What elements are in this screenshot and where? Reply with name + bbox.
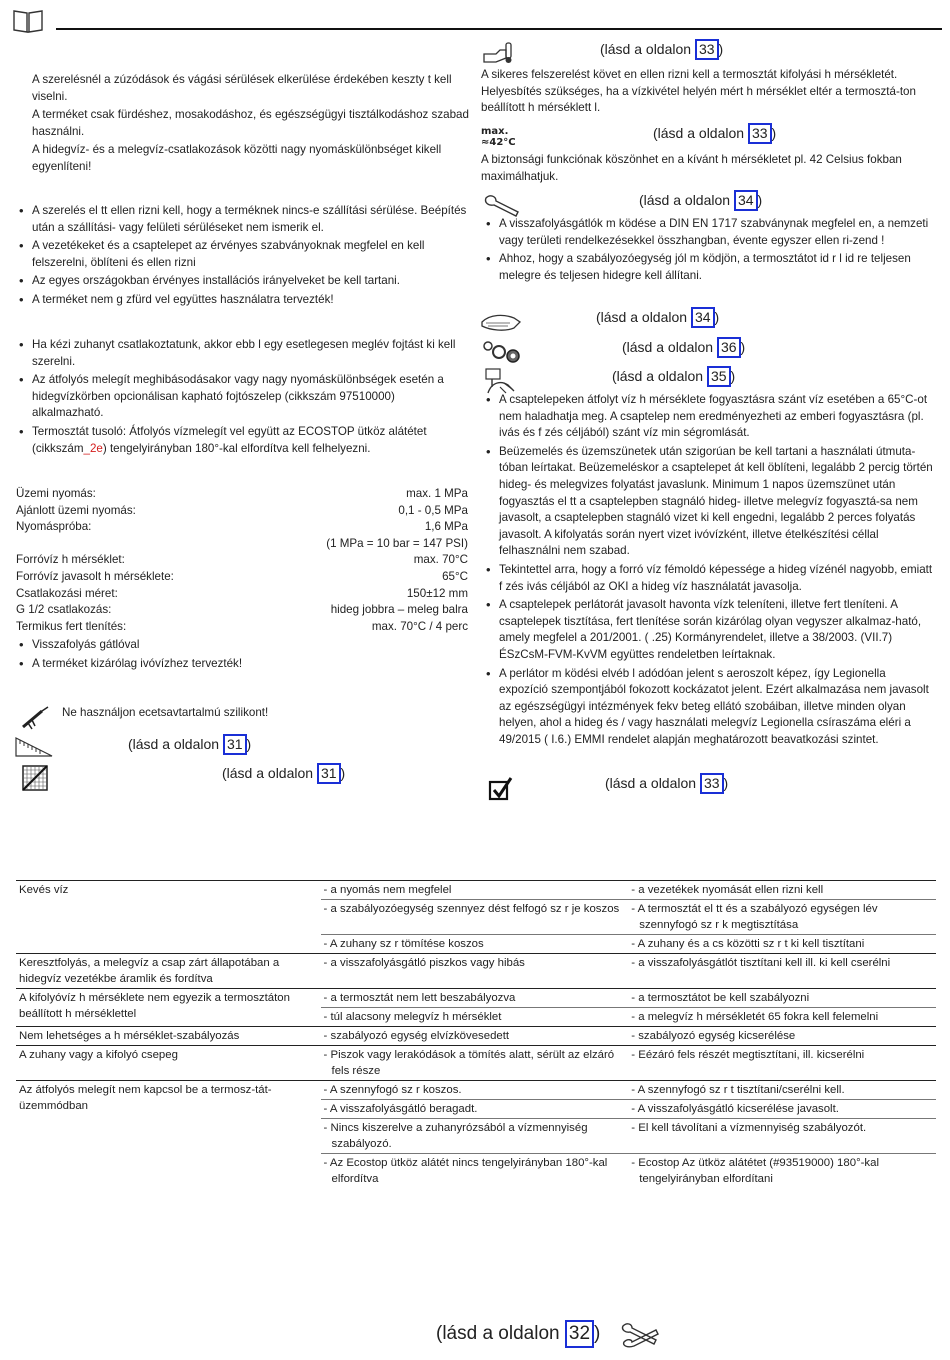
page-reference: (lásd a oldalon 34 ) (596, 307, 719, 328)
spec-label: Nyomáspróba: (16, 520, 92, 534)
thermometer-hand-icon (482, 40, 516, 66)
solution-cell: - a visszafolyásgátlót tisztítani kell ill. ki kell cserélni (631, 957, 891, 969)
reference-text: (lásd a oldalon (600, 41, 692, 57)
solution-cell: - szabályozó egység kicserélése (631, 1030, 796, 1042)
solution-cell: - A zuhany és a cs közötti sz r t ki kell tisztítani (631, 938, 865, 950)
cause-cell: - a szabályozóegység szennyez dést felfogó sz r je koszos (323, 903, 620, 915)
list-item: • A csaptelepek perlátorát javasolt havonta vízk teleníteni, illetve fert tleníteni. A csaptelepek tisztítása, fert tlenítése során kizárólag olyan vegyszer alkalmaz-ható, amely megfelel a 201/2001. ( .25) Kormányrendelet, illetve a 38/2003. (VII.7) ÉSzCsM-FVM-KvVM együttes rendeletben leírtaknak. (483, 597, 935, 663)
footer-reference: (lásd a oldalon 32 ) (436, 1320, 600, 1348)
page-reference: (lásd a oldalon 33 ) (600, 39, 723, 60)
page-link[interactable]: 33 (748, 123, 772, 144)
thermostat-text-end: ) tengelyirányban 180°-kal elfordítva kell felhelyezni. (102, 441, 371, 455)
reference-text: (lásd a oldalon (128, 736, 220, 752)
page-link[interactable]: 35 (707, 366, 731, 387)
page-link[interactable]: 33 (695, 39, 719, 60)
max-temp-icon (481, 126, 516, 148)
spec-row (16, 586, 468, 603)
solution-cell: - a vezetékek nyomását ellen rizni kell (631, 884, 824, 896)
hand-cleaning-icon (480, 308, 522, 336)
reference-text: (lásd a oldalon (596, 309, 688, 325)
intro-section (32, 72, 470, 176)
page-link[interactable]: 34 (691, 307, 715, 328)
book-icon (12, 8, 44, 34)
reference-text: (lásd a oldalon (653, 125, 745, 141)
page-link[interactable]: 31 (223, 734, 247, 755)
maintenance-bullets (483, 216, 933, 286)
spare-parts-icon (482, 340, 522, 364)
spec-row (16, 503, 468, 520)
technical-data (16, 486, 468, 675)
reference-text: (lásd a oldalon (222, 765, 314, 781)
list-item: • Tekintettel arra, hogy a forró víz fémoldó képessége a hideg vízénél nagyobb, emiatt f zés ivás céljából az OKI a hideg víz használatát javasolja. (483, 562, 935, 595)
reference-text: (lásd a oldalon (622, 339, 714, 355)
problem-cell: Keresztfolyás, a melegvíz a csap zárt állapotában a hidegvíz vezetékbe áramlik és fordítva (16, 954, 321, 989)
spec-row (16, 602, 468, 619)
tools-icon (620, 1320, 660, 1348)
list-item: • A visszafolyásgátlók m ködése a DIN EN 1717 szabványnak megfelel en, a nemzeti vagy területi rendelkezésekkel összhangban, évente egyszer ellen ri-zend ! (483, 216, 933, 249)
spec-value: hideg jobbra – meleg balra (330, 603, 468, 617)
article-code: _2e (83, 441, 103, 455)
shower-bullets (16, 337, 468, 459)
header-rule (56, 28, 942, 30)
problem-cell: Az átfolyós melegít nem kapcsol be a termosz-tát-üzemmódban (16, 1081, 321, 1189)
spec-value: 0,1 - 0,5 MPa (398, 503, 468, 517)
page-link[interactable]: 31 (317, 763, 341, 784)
list-item: • A terméket kizárólag ivóvízhez tervezték! (16, 656, 468, 673)
list-item: • Ahhoz, hogy a szabályozóegység jól m ködjön, a termosztátot id r l id re teljesen melegre és teljesen hidegre kell állítani. (483, 251, 933, 284)
safety-paragraph: A biztonsági funkciónak köszönhet en a kívánt h mérsékletet pl. 42 Celsius fokban maximálhatjuk. (481, 153, 902, 183)
solution-cell: - Ecostop Az ütköz alátétet (#93519000) 180°-kal tengelyirányban elfordítani (631, 1157, 879, 1185)
spec-row (16, 552, 468, 569)
intro-paragraph: A szerelésnél a zúzódások és vágási sérülések elkerülése érdekében keszty t kell viselni. (32, 73, 452, 103)
table-row (16, 881, 936, 900)
page-link[interactable]: 36 (717, 337, 741, 358)
list-item: • A szerelés el tt ellen rizni kell, hogy a terméknek nincs-e szállítási sérülése. Beépítés után a szállítási- vagy felületi sérüléseket nem ismerik el. (16, 203, 468, 236)
spec-value: max. 70°C / 4 perc (371, 619, 468, 633)
cause-cell: - Nincs kiszerelve a zuhanyrózsából a vízmennyiség szabályozó. (323, 1122, 588, 1150)
list-item: • A csaptelepeken átfolyt víz h mérséklete fogyasztásra szánt víz esetében a 65°C-ot nem haladhatja meg. A csaptelep nem eredményezheti az emberi fogyasztásra (pl. ivás és f zés céljából) szánt víz min ségromlását. (483, 392, 935, 442)
problem-cell: Kevés víz (16, 881, 321, 954)
spec-value: max. 1 MPa (406, 487, 468, 500)
cause-cell: - túl alacsony melegvíz h mérséklet (323, 1011, 502, 1023)
checkbox-checked-icon (488, 776, 514, 802)
table-row (16, 1046, 936, 1081)
page-reference: (lásd a oldalon 35 ) (612, 366, 735, 387)
table-row (16, 1027, 936, 1046)
cause-cell: - A visszafolyásgátló beragadt. (323, 1103, 478, 1115)
problem-cell: A kifolyóvíz h mérséklete nem egyezik a termosztáton beállított h mérséklettel (16, 989, 321, 1027)
problem-cell: Nem lehetséges a h mérséklet-szabályozás (16, 1027, 321, 1046)
spec-label: Csatlakozási méret: (16, 586, 118, 600)
cause-cell: - A zuhany sz r tömítése koszos (323, 938, 484, 950)
list-item (16, 424, 468, 457)
spec-label: Termikus fert tlenítés: (16, 619, 127, 633)
solution-cell: - El kell távolítani a vízmennyiség szabályozót. (631, 1122, 867, 1134)
page-link[interactable]: 32 (565, 1320, 594, 1348)
installation-bullets (16, 203, 468, 311)
list-item: • A terméket nem g zfürd vel együttes használatra tervezték! (16, 292, 468, 309)
spec-row (16, 569, 468, 586)
page-reference: (lásd a oldalon 33 ) (605, 773, 728, 794)
spec-value: max. 70°C (413, 553, 468, 567)
reference-text: (lásd a oldalon (605, 775, 697, 791)
thermostat-text: Termosztát tusoló: Átfolyós vízmelegít vel együtt az ECOSTOP ütköz alátétet (cikkszám (32, 424, 427, 455)
page-link[interactable]: 34 (734, 190, 758, 211)
intro-paragraph: A terméket csak fürdéshez, mosakodáshoz, és egészségügyi tisztálkodáshoz szabad használni. (32, 108, 469, 138)
spec-bullets (16, 637, 468, 672)
reference-text: (lásd a oldalon (639, 192, 731, 208)
cause-cell: - szabályozó egység elvízkövesedett (323, 1030, 510, 1042)
spec-label: Forróvíz javasolt h mérséklete: (16, 569, 174, 583)
solution-cell: - A visszafolyásgátló kicserélése javasolt. (631, 1103, 839, 1115)
spec-value: 150±12 mm (406, 586, 468, 600)
cause-cell: - A szennyfogó sz r koszos. (323, 1084, 462, 1096)
page-reference: (lásd a oldalon 36 ) (622, 337, 745, 358)
page-reference: (lásd a oldalon 33 ) (653, 123, 776, 144)
solution-cell: - A termosztát el tt és a szabályozó egységen lév szennyfogó sz r k megtisztítása (631, 903, 878, 931)
hand-faucet-icon (484, 367, 518, 395)
silicone-note: Ne használjon ecetsavtartalmú szilikont! (62, 706, 269, 719)
spec-label: Ajánlott üzemi nyomás: (16, 503, 136, 517)
spec-label: Forróvíz h mérséklet: (16, 553, 125, 567)
solution-cell: - a termosztátot be kell szabályozni (631, 992, 810, 1004)
cause-cell: - Piszok vagy lerakódások a tömítés alatt, sérült az elzáró fels része (323, 1049, 615, 1077)
cause-cell: - a visszafolyásgátló piszkos vagy hibás (323, 957, 525, 969)
troubleshooting-table (16, 880, 936, 1188)
reference-text: (lásd a oldalon (436, 1323, 560, 1344)
adjust-paragraph: A sikeres felszerelést követ en ellen rizni kell a termosztát kifolyási h mérsékletét. Helyesbítés szükséges, ha a vízkivétel helyén mért h mérséklet eltér a termosztá-ton beállított h mérséklett l. (481, 68, 916, 115)
silicone-gun-icon (20, 705, 50, 731)
spec-value: 1,6 MPa (424, 520, 468, 534)
list-item: • Ha kézi zuhanyt csatlakoztatunk, akkor ebb l egy esetlegesen meglév fojtást ki kell szerelni. (16, 337, 468, 370)
grid-template-icon (22, 765, 48, 791)
spec-label: Üzemi nyomás: (16, 487, 96, 500)
list-item: • Az egyes országokban érvényes installációs irányelveket be kell tartani. (16, 273, 468, 290)
spec-row (16, 486, 468, 503)
cause-cell: - Az Ecostop ütköz alátét nincs tengelyirányban 180°-kal elfordítva (323, 1157, 608, 1185)
intro-paragraph: A hidegvíz- és a melegvíz-csatlakozások közötti nagy nyomáskülönbséget kikell egyenlíteni! (32, 143, 442, 173)
spec-value: (1 MPa = 10 bar = 147 PSI) (326, 536, 468, 550)
drinking-water-bullets (483, 392, 935, 750)
table-row (16, 989, 936, 1008)
solution-cell: - Eézáró fels részét megtisztítani, ill. kicserélni (631, 1049, 865, 1061)
max-temp: ≈42°C (481, 137, 516, 148)
table-row (16, 954, 936, 989)
problem-cell: A zuhany vagy a kifolyó csepeg (16, 1046, 321, 1081)
list-item: • A perlátor m ködési elvéb l adódóan jelent s aeroszolt képez, így Legionella expozíció szempontjából fokozott kockázatot jelent. Ezért alkalmazása nem javasolt az egészségügyi intézmények fekv beteg ellátó szobáiban, illetve minden olyan helyen, ahol a hideg és / vagy használati melegvíz Legionella csíraszáma eléri a 49/2015 ( I.6.) EMMI rendelet alapján meghatározott beavatkozási szintet. (483, 666, 935, 749)
reference-text: (lásd a oldalon (612, 368, 704, 384)
cause-cell: - a termosztát nem lett beszabályozva (323, 992, 516, 1004)
solution-cell: - a melegvíz h mérsékletét 65 fokra kell felemelni (631, 1011, 879, 1023)
max-label: max. (481, 126, 509, 137)
table-row (16, 1081, 936, 1100)
spec-value: 65°C (442, 569, 468, 583)
spec-row (16, 619, 468, 636)
page-reference: (lásd a oldalon 31 ) (222, 763, 345, 784)
spec-row (16, 536, 468, 553)
cause-cell: - a nyomás nem megfelel (323, 884, 452, 896)
spec-label: G 1/2 csatlakozás: (16, 603, 112, 617)
page-reference: (lásd a oldalon 31 ) (128, 734, 251, 755)
ruler-icon (14, 736, 54, 758)
spec-row (16, 519, 468, 536)
list-item: • Beüzemelés és üzemszünetek után szigorúan be kell tartani a használati útmuta-tóban leírtakat. Beüzemeléskor a csaptelepet át kell öblíteni, legalább 2 percig történ hideg- és melegvizes folyatást javaslunk. Minimum 1 napos üzemszünet után fogyasztás el tt a csaptelepben stagnáló hideg- illetve melegvíz fogyasztá-sa nem javasolt, a csaptelepben stagnáló vizet ki kell engedni, legalább 2 perces folyatás javasolt. A kifolyatás során nyert vizet ivóvízként, illetve ételkészítési céllal felhasználni nem szabad. (483, 444, 935, 560)
list-item: • Visszafolyás gátlóval (16, 637, 468, 654)
solution-cell: - A szennyfogó sz r t tisztítani/cserélni kell. (631, 1084, 845, 1096)
wrench-icon (482, 192, 522, 218)
page-reference: (lásd a oldalon 34 ) (639, 190, 762, 211)
list-item: • Az átfolyós melegít meghibásodásakor vagy nagy nyomáskülönbségek esetén a hidegvízkörben opcionálisan kapható fojtószelep (cikkszám 97510000) alkalmazható. (16, 372, 468, 422)
page-link[interactable]: 33 (700, 773, 724, 794)
list-item: • A vezetékeket és a csaptelepet az érvényes szabványoknak megfelel en kell felszerelni, öblíteni és ellen rizni (16, 238, 468, 271)
